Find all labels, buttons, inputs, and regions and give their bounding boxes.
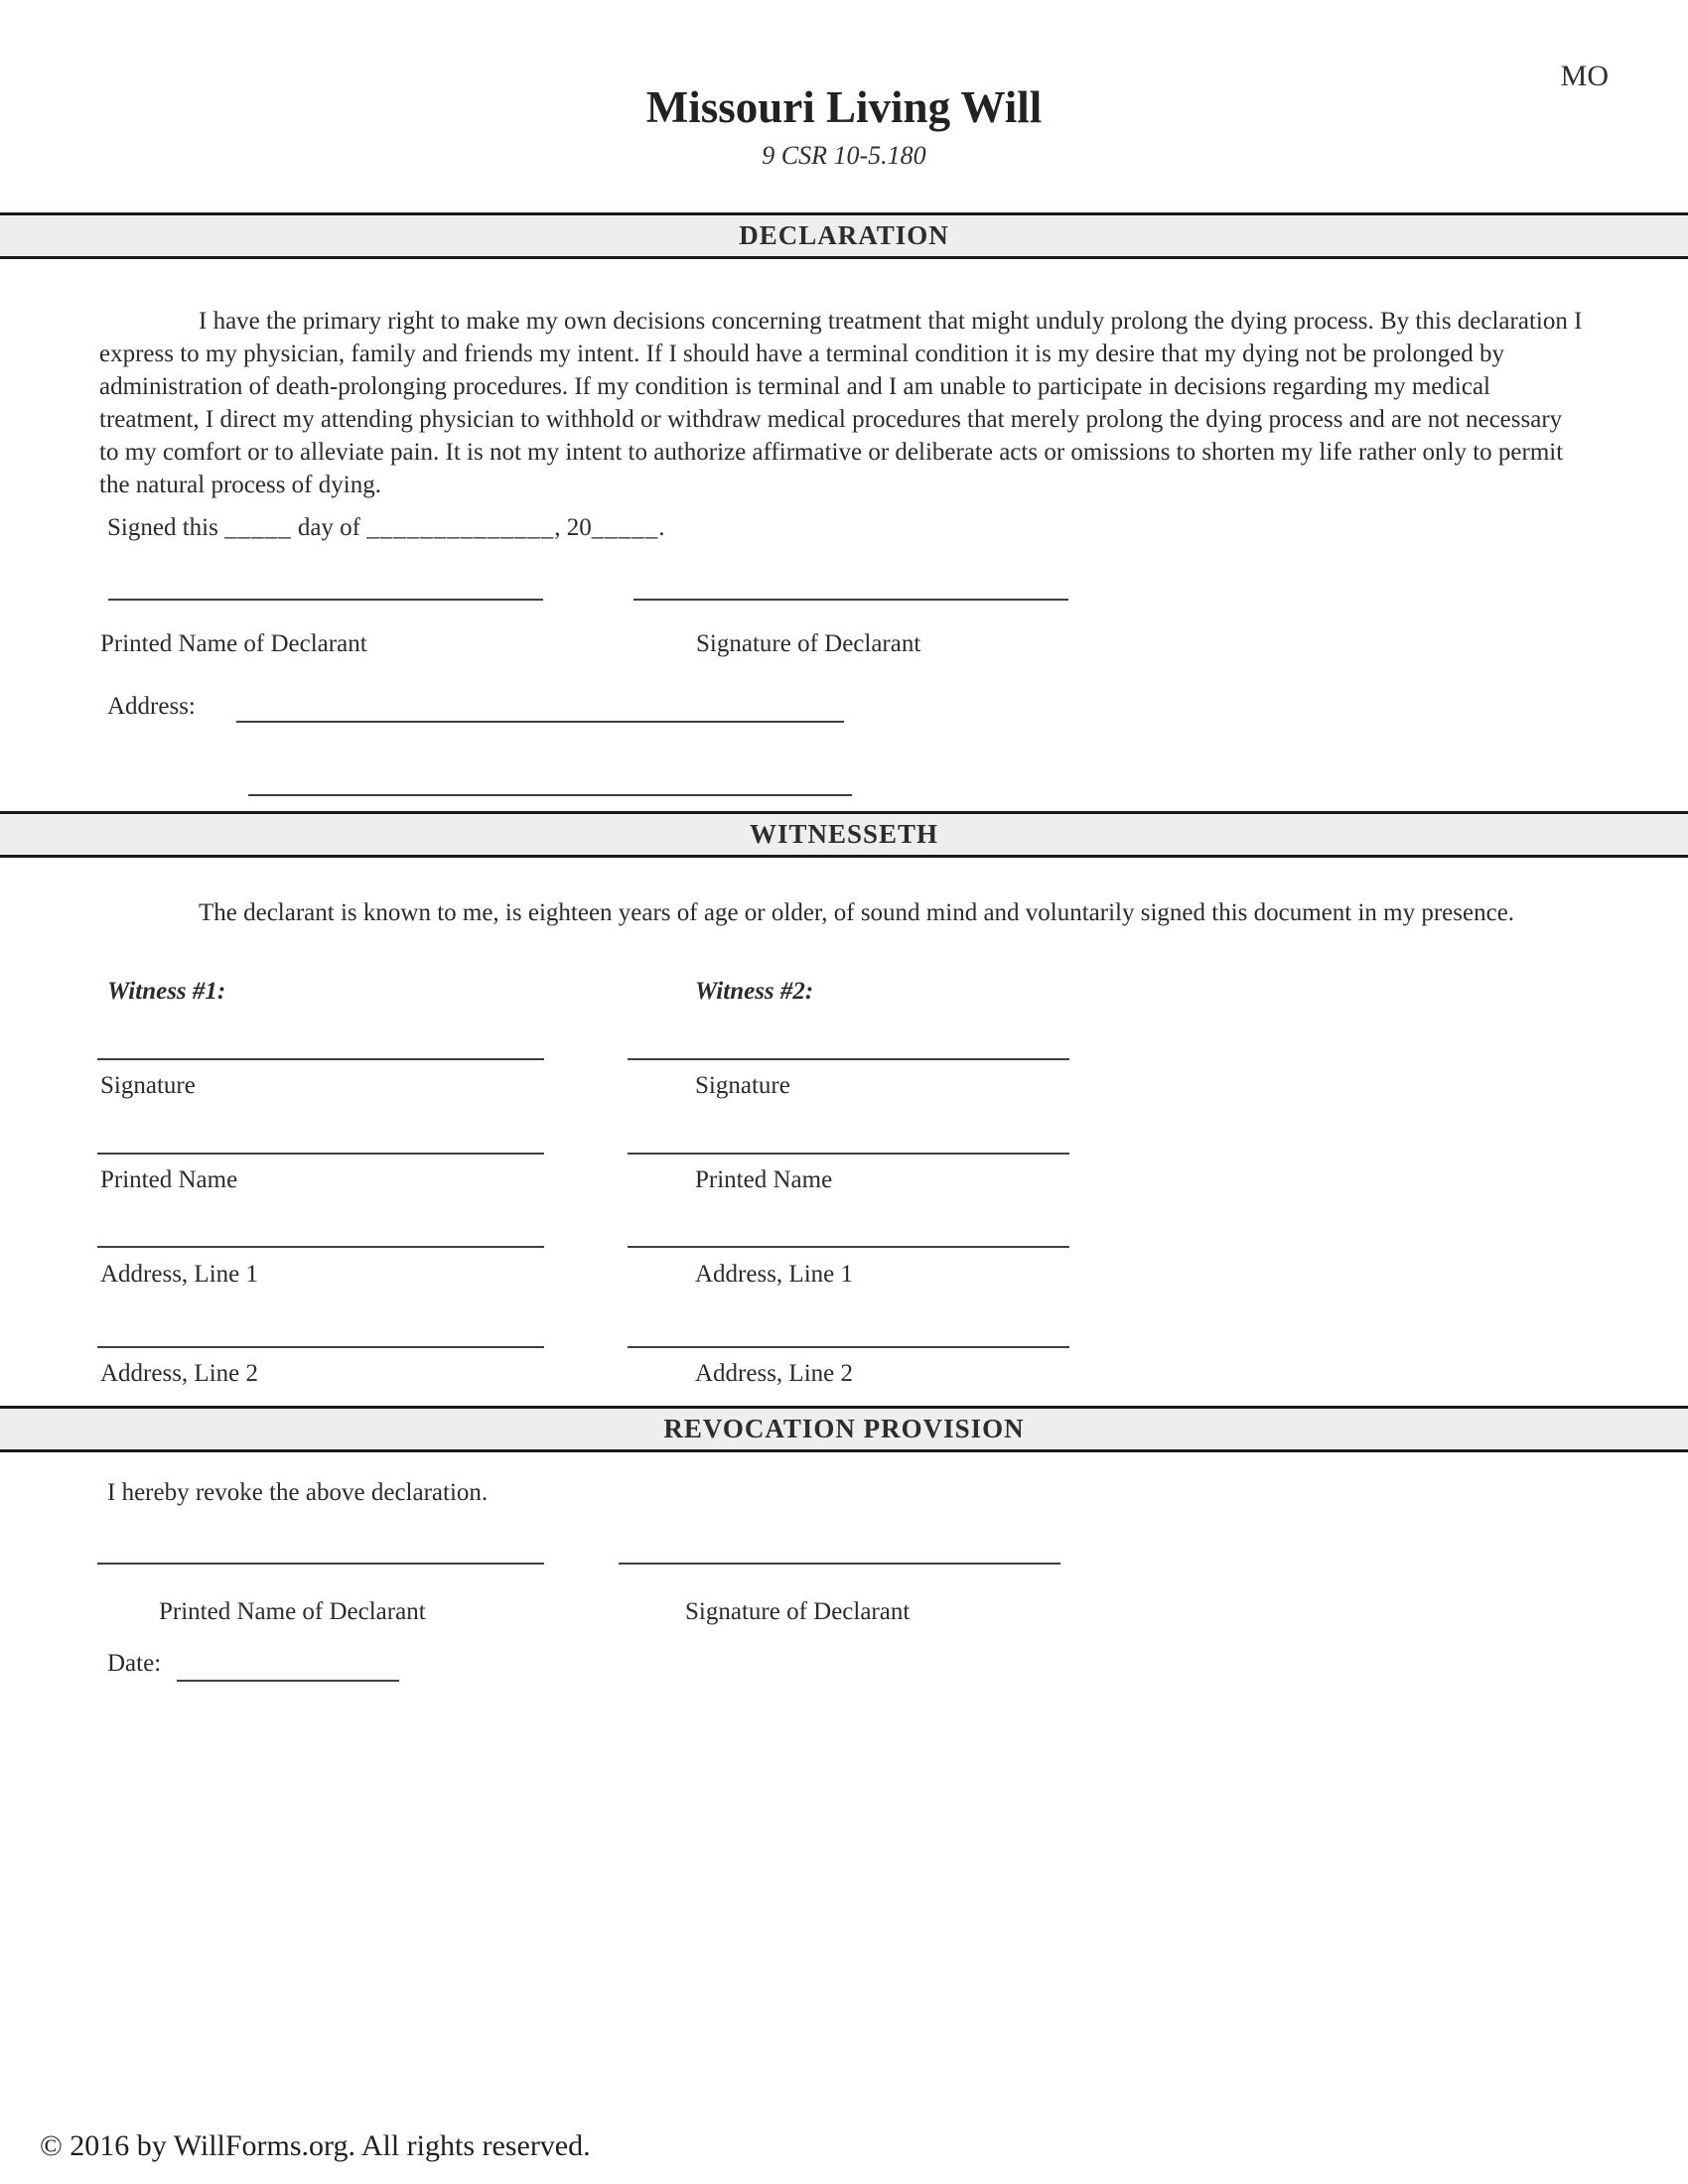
- declarant-signature-line[interactable]: [633, 599, 1068, 601]
- section-header-witnesseth-label: WITNESSETH: [749, 819, 939, 849]
- witness1-printed-name-line[interactable]: [97, 1153, 544, 1155]
- declarant-printed-name-label: Printed Name of Declarant: [100, 630, 367, 657]
- witness1-printed-name-label: Printed Name: [100, 1166, 238, 1193]
- revocation-signature-line[interactable]: [619, 1563, 1060, 1565]
- page-subtitle: 9 CSR 10-5.180: [762, 141, 926, 170]
- declarant-address-line-2[interactable]: [248, 794, 852, 796]
- copyright-footer: © 2016 by WillForms.org. All rights reserved.: [40, 2129, 591, 2162]
- declarant-signature-label: Signature of Declarant: [696, 630, 921, 657]
- revocation-signature-label: Signature of Declarant: [685, 1598, 911, 1625]
- declaration-paragraph: I have the primary right to make my own decisions concerning treatment that might unduly prolong the dying process. By this declaration I express to my physician, family and friends my intent. If I should have a terminal condition it is my desire that my dying not be prolonged by administration of death-prolonging procedures. If my condition is terminal and I am unable to participate in decisions regarding my medical treatment, I direct my attending physician to withhold or withdraw medical procedures that merely prolong the dying process and are not necessary to my comfort or to alleviate pain. It is not my intent to authorize affirmative or deliberate acts or omissions to shorten my life rather only to permit the natural process of dying.: [99, 308, 1583, 498]
- witness2-signature-label: Signature: [695, 1072, 790, 1099]
- signed-day-blank[interactable]: _____: [224, 514, 292, 541]
- declarant-address-label: Address:: [107, 693, 196, 720]
- witness1-address-line2-label: Address, Line 2: [100, 1360, 258, 1387]
- witness1-address-line1-line[interactable]: [97, 1246, 544, 1248]
- signed-date-line: [107, 514, 665, 542]
- witness1-heading: Witness #1:: [107, 978, 226, 1005]
- witness2-address-line1-label: Address, Line 1: [695, 1261, 853, 1288]
- witnesseth-paragraph: The declarant is known to me, is eighteen years of age or older, of sound mind and voluntarily signed this document in my presence.: [199, 899, 1515, 926]
- section-header-revocation: [0, 1406, 1688, 1452]
- witness1-signature-label: Signature: [100, 1072, 196, 1099]
- revocation-statement: I hereby revoke the above declaration.: [107, 1479, 489, 1506]
- witness1-signature-line[interactable]: [97, 1058, 544, 1060]
- page-title: Missouri Living Will: [645, 82, 1043, 132]
- revocation-date-line[interactable]: [177, 1680, 399, 1682]
- declarant-printed-name-line[interactable]: [108, 599, 543, 601]
- witness2-address-line1-line[interactable]: [628, 1246, 1069, 1248]
- witness2-printed-name-line[interactable]: [628, 1153, 1069, 1155]
- signed-prefix: Signed this: [107, 514, 218, 541]
- signed-suffix: .: [658, 514, 665, 541]
- section-header-declaration: [0, 212, 1688, 259]
- signed-year-prefix: , 20: [554, 514, 592, 541]
- witness2-address-line2-label: Address, Line 2: [695, 1360, 853, 1387]
- section-header-revocation-label: REVOCATION PROVISION: [663, 1414, 1025, 1443]
- revocation-printed-name-line[interactable]: [97, 1563, 544, 1565]
- signed-month-blank[interactable]: ______________: [366, 514, 555, 541]
- signed-day-of: day of: [297, 514, 360, 541]
- witness1-address-line1-label: Address, Line 1: [100, 1261, 258, 1288]
- signed-year-blank[interactable]: _____: [591, 514, 659, 541]
- revocation-printed-name-label: Printed Name of Declarant: [159, 1598, 426, 1625]
- state-code: MO: [1560, 60, 1609, 92]
- witness2-signature-line[interactable]: [628, 1058, 1069, 1060]
- witness2-heading: Witness #2:: [695, 978, 814, 1005]
- section-header-witnesseth: [0, 811, 1688, 858]
- witness1-address-line2-line[interactable]: [97, 1346, 544, 1348]
- witness2-printed-name-label: Printed Name: [695, 1166, 833, 1193]
- revocation-date-label: Date:: [107, 1650, 162, 1677]
- section-header-declaration-label: DECLARATION: [739, 220, 949, 250]
- witness2-address-line2-line[interactable]: [628, 1346, 1069, 1348]
- declarant-address-line-1[interactable]: [236, 721, 844, 723]
